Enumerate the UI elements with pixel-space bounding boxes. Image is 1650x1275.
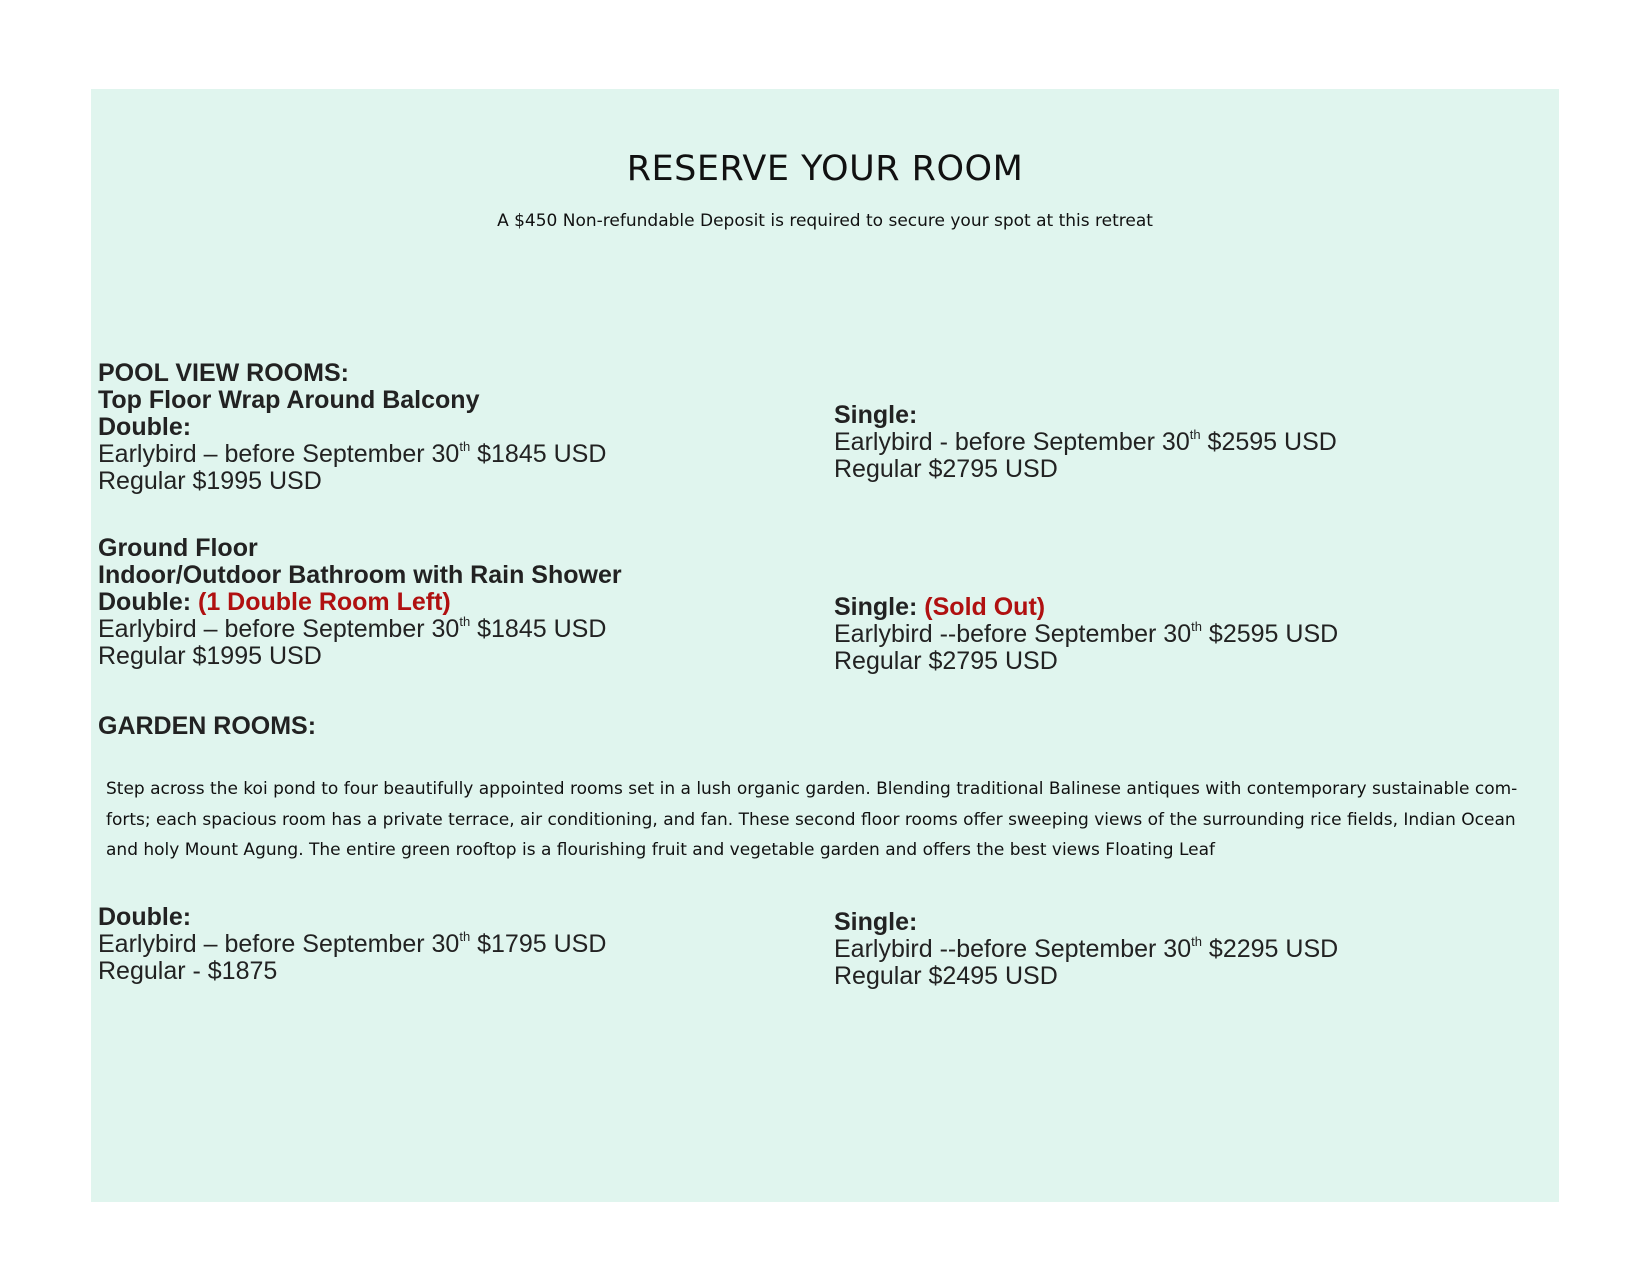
regular-line: Regular $1995 USD	[98, 642, 322, 670]
earlybird-line: Earlybird – before September 30th $1795 USD	[98, 928, 607, 958]
page-title: RESERVE YOUR ROOM	[626, 149, 1024, 189]
regular-line: Regular $1995 USD	[98, 467, 322, 495]
earlybird-line: Earlybird --before September 30th $2295 USD	[834, 933, 1339, 963]
garden-heading-block	[98, 713, 316, 740]
garden-description: Step across the koi pond to four beautifully appointed rooms set in a lush organic garden. Blending traditional Balinese antiques with contemporary sustainable com-forts; each spacious room has a private terrace, air conditioning, and fan. These second floor rooms offer sweeping views of the surrounding rice fields, Indian Ocean and holy Mount Agung. The entire green rooftop is a flourishing fruit and vegetable garden and offers the best views Floating Leaf	[106, 779, 1518, 860]
availability-badge: (1 Double Room Left)	[198, 588, 451, 616]
earlybird-line: Earlybird --before September 30th $2595 USD	[834, 618, 1339, 648]
earlybird-price: $2295 USD	[1208, 935, 1339, 963]
earlybird-line: Earlybird – before September 30th $1845 USD	[98, 438, 607, 468]
sold-out-badge: (Sold Out)	[924, 593, 1046, 621]
double-label: Double:	[98, 413, 192, 441]
reservation-panel	[91, 89, 1559, 1202]
top-floor-name: Top Floor Wrap Around Balcony	[98, 386, 480, 414]
pool-top-double-block	[98, 360, 606, 495]
ground-floor-subname: Indoor/Outdoor Bathroom with Rain Shower	[98, 561, 622, 589]
pool-ground-double-block	[98, 535, 622, 670]
garden-heading: GARDEN ROOMS:	[98, 712, 317, 740]
earlybird-price: $2595 USD	[1207, 428, 1337, 456]
earlybird-price: $1845 USD	[477, 440, 607, 468]
single-label: Single:	[834, 908, 918, 936]
regular-line: Regular - $1875	[98, 957, 278, 985]
pool-ground-single-block	[834, 594, 1338, 675]
earlybird-price: $1845 USD	[477, 615, 607, 643]
pool-heading: POOL VIEW ROOMS:	[98, 359, 349, 387]
single-label: Single:	[834, 401, 918, 429]
double-label-line: Double: (1 Double Room Left)	[98, 588, 451, 616]
earlybird-price: $2595 USD	[1208, 620, 1339, 648]
deposit-notice: A $450 Non-refundable Deposit is required to secure your spot at this retreat	[497, 211, 1153, 231]
earlybird-line: Earlybird - before September 30th $2595 USD	[834, 426, 1337, 456]
double-label: Double:	[98, 903, 192, 931]
pool-top-single-block	[834, 402, 1337, 483]
regular-line: Regular $2795 USD	[834, 455, 1058, 483]
earlybird-price: $1795 USD	[477, 930, 607, 958]
earlybird-line: Earlybird – before September 30th $1845 USD	[98, 613, 607, 643]
regular-line: Regular $2795 USD	[834, 647, 1058, 675]
regular-line: Regular $2495 USD	[834, 962, 1058, 990]
ground-floor-name: Ground Floor	[98, 534, 258, 562]
garden-single-block	[834, 909, 1338, 990]
garden-double-block	[98, 904, 606, 985]
single-label-line: Single: (Sold Out)	[834, 593, 1046, 621]
